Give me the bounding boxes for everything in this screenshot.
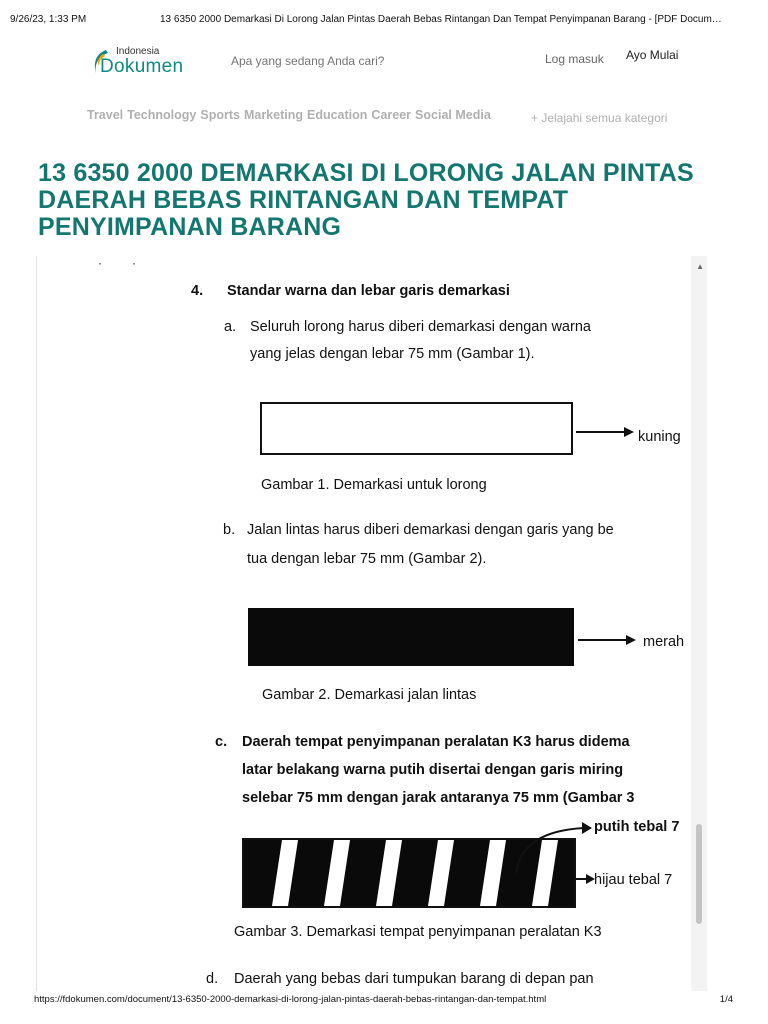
figure2-black-bar [248,608,574,666]
item-c-letter: c. [215,734,228,750]
category-travel[interactable]: Travel [87,108,124,122]
figure2-arrow-icon [578,634,638,646]
figure3-label-bottom: hijau tebal 7 [594,872,673,888]
figure2-label: merah [643,634,685,650]
item-d-letter: d. [206,971,219,987]
logo-wordmark: Dokumen [100,56,184,77]
category-nav [87,108,495,122]
category-marketing[interactable]: Marketing [243,108,303,122]
site-logo[interactable] [90,46,210,82]
viewer-scrollbar[interactable] [691,256,707,991]
item-b-letter: b. [223,522,236,538]
scan-speck: · · [98,256,136,270]
get-started-button[interactable]: Ayo Mulai [626,48,679,62]
scrollbar-thumb[interactable] [696,824,702,924]
item-b-line1: Jalan lintas harus diberi demarkasi dengan garis yang be [247,522,614,538]
figure1-arrow-icon [576,426,636,438]
section-number: 4. [191,283,204,299]
explore-all-categories-link[interactable]: + Jelajahi semua kategori [531,111,668,125]
login-link[interactable]: Log masuk [545,52,604,66]
print-timestamp: 9/26/23, 1:33 PM [10,14,87,25]
item-d-line1: Daerah yang bebas dari tumpukan barang di depan pan [234,971,594,987]
figure2-caption: Gambar 2. Demarkasi jalan lintas [262,687,477,703]
figure3-label-top: putih tebal 7 [594,819,680,835]
category-technology[interactable]: Technology [127,108,197,122]
item-c-line2: latar belakang warna putih disertai dengan garis miring [242,762,624,778]
footer-url: https://fdokumen.com/document/13-6350-2000-demarkasi-di-lorong-jalan-pintas-daerah-bebas-rintangan-dan-tempat.html [34,994,547,1005]
item-c-line3: selebar 75 mm dengan jarak antaranya 75 mm (Gambar 3 [242,790,635,806]
page-indicator: 1/4 [719,994,733,1005]
item-a-line1: Seluruh lorong harus diberi demarkasi dengan warna [250,319,591,335]
search-input[interactable] [231,54,451,68]
figure3-curved-arrow-icon [506,818,596,878]
item-a-line2: yang jelas dengan lebar 75 mm (Gambar 1). [250,346,535,362]
item-a-letter: a. [224,319,237,335]
document-title: 13 6350 2000 DEMARKASI DI LORONG JALAN PINTAS DAERAH BEBAS RINTANGAN DAN TEMPAT PENYIMPANAN BARANG [38,159,694,241]
document-viewer[interactable] [36,256,707,991]
figure1-caption: Gambar 1. Demarkasi untuk lorong [261,477,487,493]
logo-subtitle: Indonesia [116,46,160,57]
figure1-white-bar [260,402,573,455]
figure3-caption: Gambar 3. Demarkasi tempat penyimpanan peralatan K3 [234,924,602,940]
category-social-media[interactable]: Social Media [415,108,491,122]
category-career[interactable]: Career [371,108,412,122]
section-title: Standar warna dan lebar garis demarkasi [227,283,510,299]
category-sports[interactable]: Sports [200,108,240,122]
item-c-line1: Daerah tempat penyimpanan peralatan K3 harus didema [242,734,630,750]
document-page [36,256,691,991]
print-page-title: 13 6350 2000 Demarkasi Di Lorong Jalan Pintas Daerah Bebas Rintangan Dan Tempat Penyimpanan Barang - [PDF Docum… [160,14,722,25]
category-education[interactable]: Education [307,108,368,122]
scroll-up-arrow-icon[interactable]: ▲ [696,262,704,271]
figure3-arrow-icon [576,873,596,885]
figure1-label: kuning [638,429,681,445]
item-b-line2: tua dengan lebar 75 mm (Gambar 2). [247,551,487,567]
